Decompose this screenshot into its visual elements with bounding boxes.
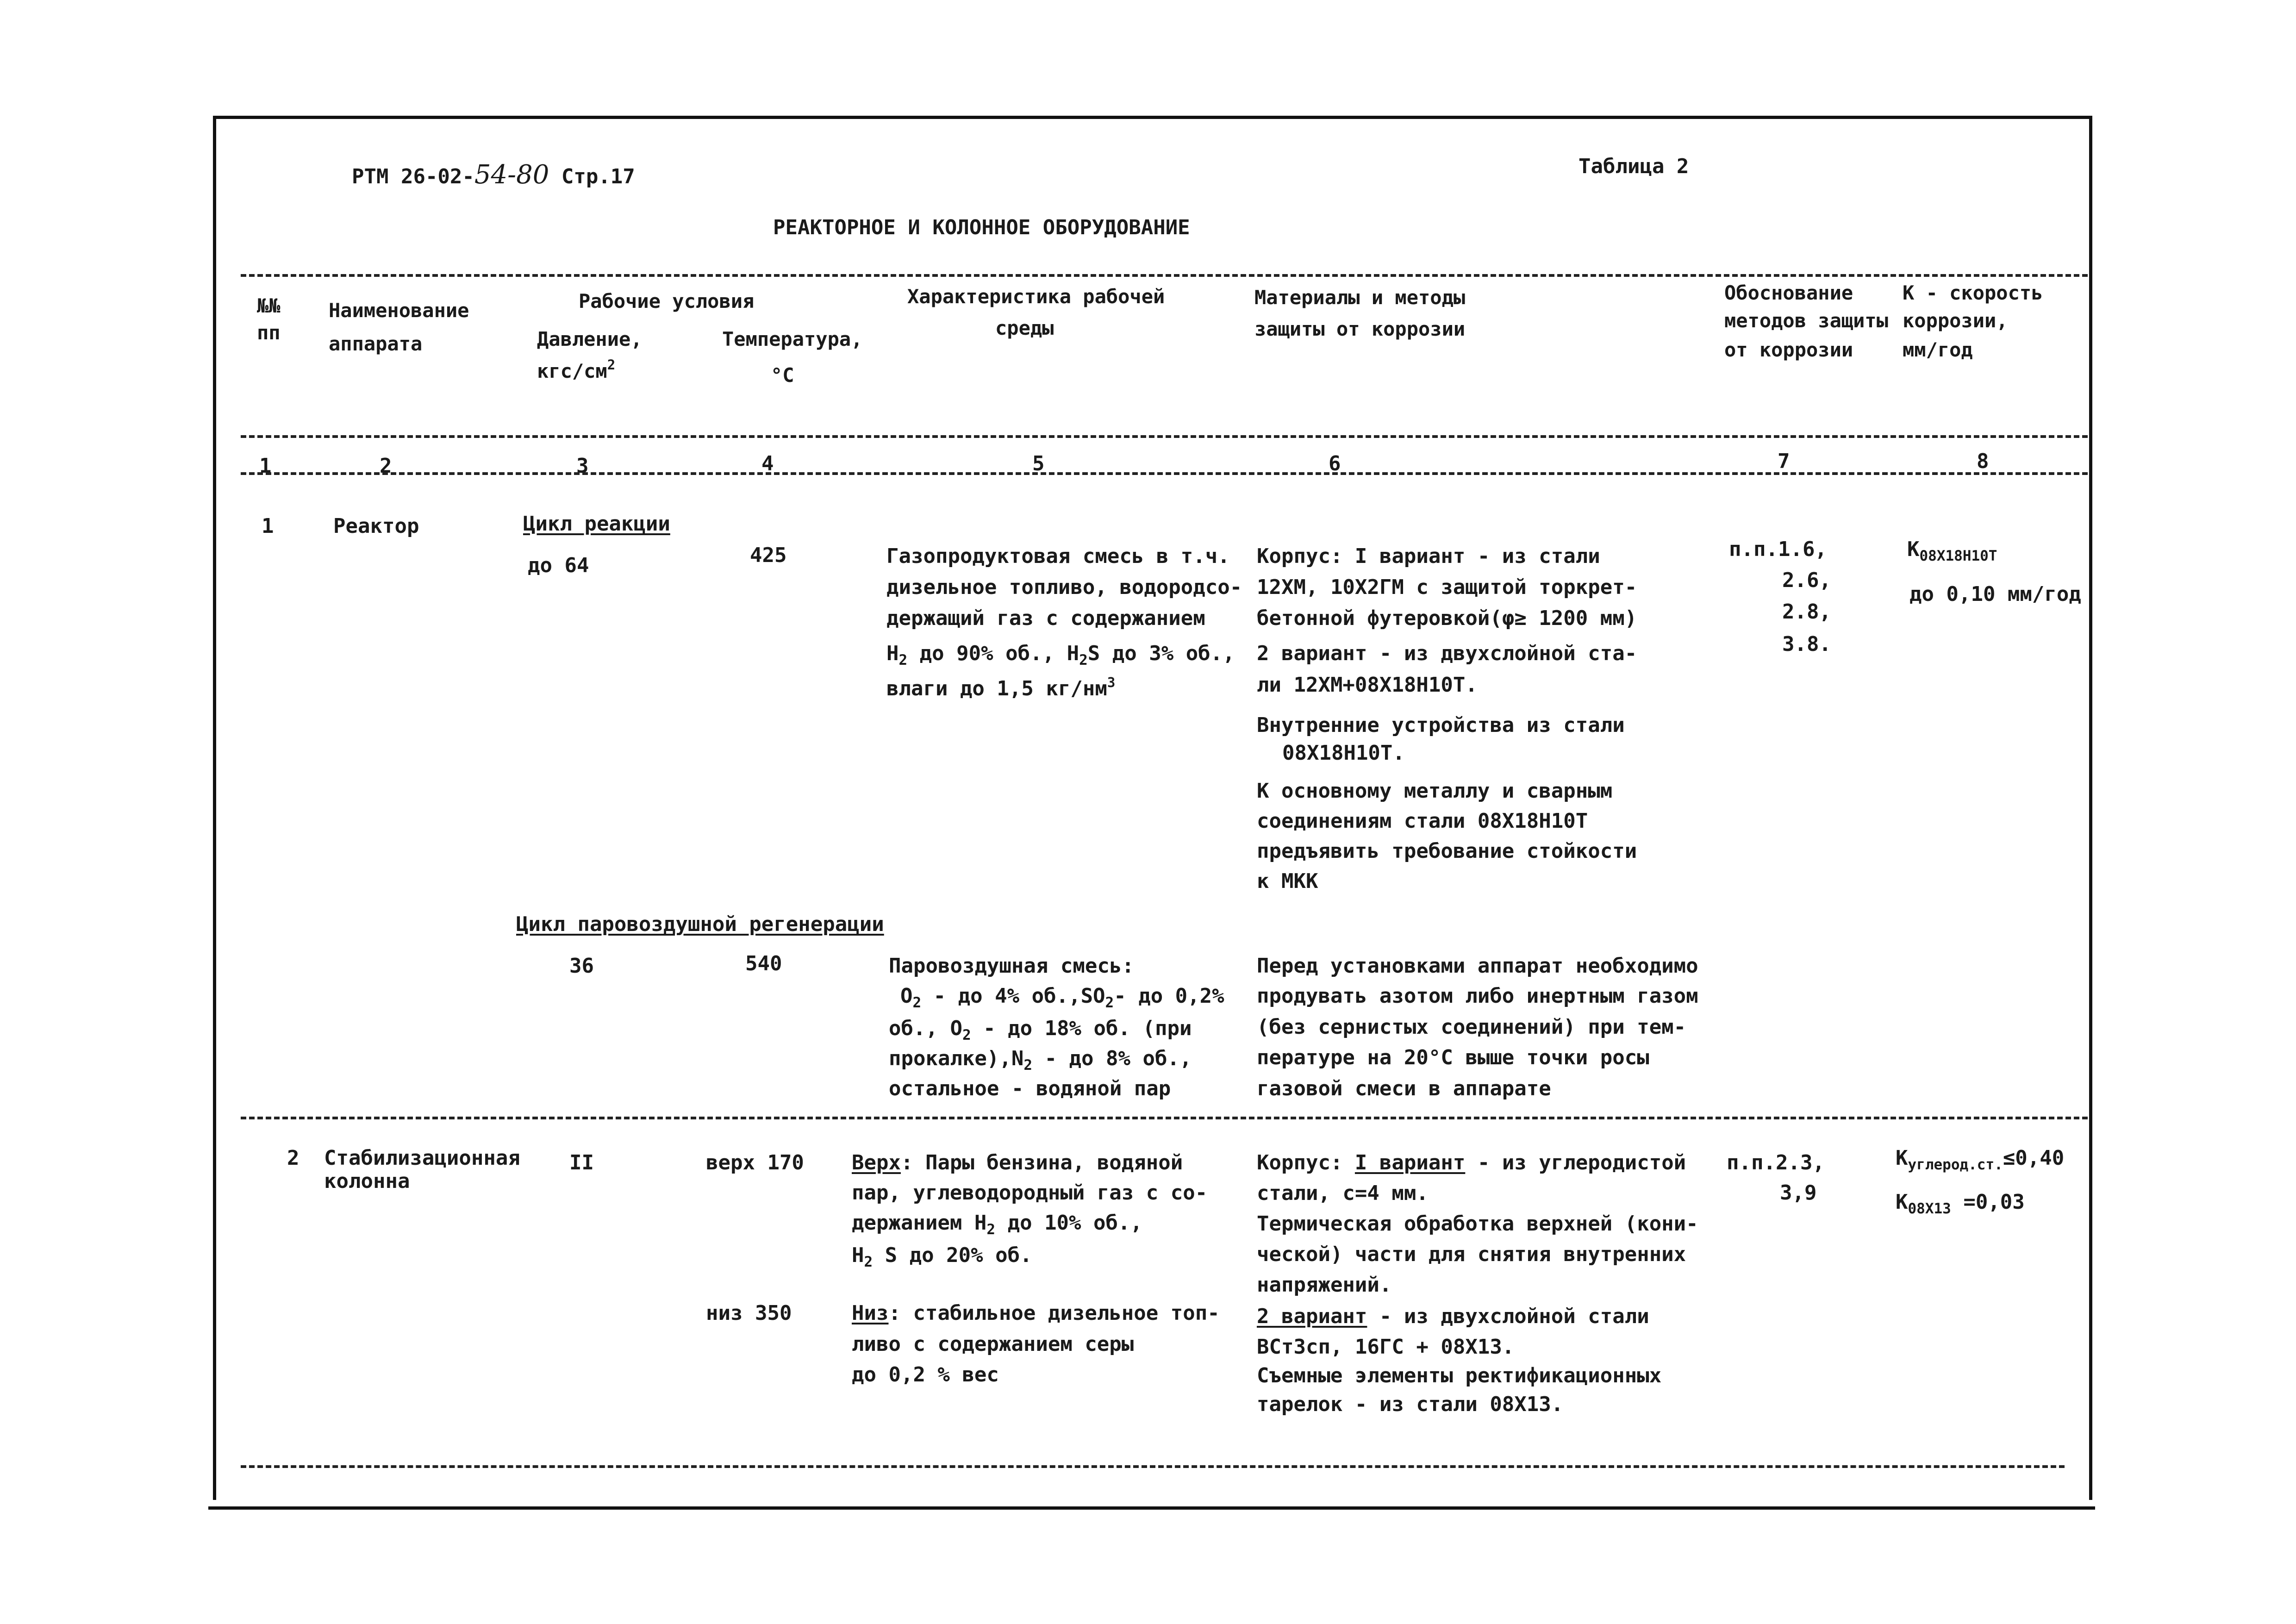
col-number-1: 1 bbox=[259, 454, 272, 478]
row1-temp2: 540 bbox=[745, 952, 782, 975]
row2-materials-line6: 2 вариант - из двухслойной стали bbox=[1257, 1305, 1649, 1328]
row2-medium-bottom-line1: Низ: стабильное дизельное топ- bbox=[852, 1301, 1220, 1325]
row2-materials-line7: ВСт3сп, 16ГС + 08Х13. bbox=[1257, 1335, 1515, 1359]
row2-medium-top-line1: Верх: Пары бензина, водяной bbox=[852, 1151, 1183, 1174]
col-just-header-1: Обоснование bbox=[1724, 281, 1853, 304]
row1-materials2-line3: (без сернистых соединений) при тем- bbox=[1257, 1015, 1686, 1039]
row1-rate-value: до 0,10 мм/год bbox=[1909, 582, 2081, 606]
row2-medium-top-line3: держанием $Н_2$ до 10% об., bbox=[852, 1211, 1142, 1238]
row1-pressure1: до 64 bbox=[528, 554, 589, 577]
col-num-header-1: №№ bbox=[257, 294, 281, 317]
col-number-3: 3 bbox=[576, 454, 589, 478]
row2-pressure: II bbox=[569, 1151, 594, 1174]
col-name-header-2: аппарата bbox=[329, 332, 423, 355]
row1-rate: $К_{08Х18Н10Т}$ bbox=[1907, 537, 1997, 564]
col-pressure-header-2: кгс/$см^2$ bbox=[537, 357, 616, 382]
row2-just-line1: п.п.2.3, bbox=[1727, 1151, 1825, 1174]
row1-materials-line3: бетонной футеровкой(φ≥ 1200 мм) bbox=[1257, 606, 1637, 630]
row1-materials-line8: К основному металлу и сварным bbox=[1257, 779, 1613, 803]
row2-medium-top-line4: $Н_2$ S до 20% об. bbox=[852, 1243, 1032, 1270]
row1-pressure2: 36 bbox=[569, 954, 594, 978]
row1-medium2-line1: Паровоздушная смесь: bbox=[889, 954, 1134, 978]
row2-materials-line9: тарелок - из стали 08Х13. bbox=[1257, 1393, 1564, 1416]
col-materials-header-2: защиты от коррозии bbox=[1254, 318, 1466, 340]
row2-name-1: Стабилизационная bbox=[324, 1146, 520, 1170]
row2-materials-line5: напряжений. bbox=[1257, 1273, 1392, 1297]
row1-materials2-line4: пературе на 20°С выше точки росы bbox=[1257, 1046, 1649, 1069]
row1-medium1-line2: дизельное топливо, водородсо- bbox=[886, 575, 1242, 599]
row1-num: 1 bbox=[262, 514, 274, 538]
row1-materials-line2: 12ХМ, 10Х2ГМ с защитой торкрет- bbox=[1257, 575, 1637, 599]
row2-materials-line4: ческой) части для снятия внутренних bbox=[1257, 1243, 1686, 1266]
col-name-header-1: Наименование bbox=[329, 299, 469, 322]
row1-cycle-reaction: Цикл реакции bbox=[523, 512, 670, 536]
rule-numbers-bottom bbox=[241, 472, 2088, 475]
row1-just-line1: п.п.1.6, bbox=[1729, 537, 1827, 561]
row1-just-line4: 3.8. bbox=[1782, 632, 1831, 656]
row1-medium1-line4: $Н_2$ до 90% об., $Н_2S$ до 3% об., bbox=[886, 642, 1235, 668]
rule-table-bottom bbox=[241, 1465, 2065, 1468]
row2-materials-line2: стали, c=4 мм. bbox=[1257, 1181, 1429, 1205]
col-medium-header-2: среды bbox=[995, 317, 1054, 339]
row2-medium-top-line2: пар, углеводородный газ с со- bbox=[852, 1181, 1208, 1205]
rule-top bbox=[241, 274, 2088, 277]
row1-medium2-line4: $прокалке),N_2$ - до 8% об., bbox=[889, 1047, 1192, 1074]
row2-temp-top: верх 170 bbox=[706, 1151, 804, 1174]
row2-name-2: колонна bbox=[324, 1169, 410, 1193]
row1-medium1-line1: Газопродуктовая смесь в т.ч. bbox=[886, 544, 1230, 568]
row2-materials-line3: Термическая обработка верхней (кони- bbox=[1257, 1212, 1698, 1236]
row1-materials2-line5: газовой смеси в аппарате bbox=[1257, 1077, 1551, 1100]
row2-just-line2: 3,9 bbox=[1780, 1181, 1817, 1205]
row1-medium1-line5: влаги до 1,5 $кг/нм^3$ bbox=[886, 675, 1116, 700]
row2-medium-bottom-line2: ливо с содержанием серы bbox=[852, 1332, 1134, 1356]
row1-medium2-line3: об., $O_2$ - до 18% об. (при bbox=[889, 1017, 1192, 1043]
row1-medium2-line5: остальное - водяной пар bbox=[889, 1077, 1171, 1100]
page-title: РЕАКТОРНОЕ И КОЛОННОЕ ОБОРУДОВАНИЕ bbox=[773, 216, 1190, 239]
col-rate-header-3: мм/год bbox=[1903, 338, 1973, 361]
col-just-header-3: от коррозии bbox=[1724, 338, 1853, 361]
rule-row1-bottom bbox=[241, 1117, 2088, 1119]
row2-materials-line1: Корпус: I вариант - из углеродистой bbox=[1257, 1151, 1686, 1174]
col-medium-header-1: Характеристика рабочей bbox=[907, 285, 1165, 308]
row1-temp1: 425 bbox=[750, 543, 787, 567]
col-pressure-header-1: Давление, bbox=[537, 328, 643, 350]
row1-materials-line11: к МКК bbox=[1257, 869, 1318, 893]
rule-header-bottom bbox=[241, 435, 2088, 438]
row1-materials-line5: ли 12ХМ+08Х18Н10Т. bbox=[1257, 673, 1478, 697]
row1-materials-line4: 2 вариант - из двухслойной ста- bbox=[1257, 642, 1637, 665]
row1-name: Реактор bbox=[333, 514, 419, 538]
row1-materials-line6: Внутренние устройства из стали bbox=[1257, 713, 1625, 737]
col-number-7: 7 bbox=[1778, 450, 1790, 473]
row1-materials-line7: 08Х18Н10Т. bbox=[1282, 741, 1405, 765]
col-temp-unit: °C bbox=[771, 364, 794, 387]
col-number-6: 6 bbox=[1329, 452, 1341, 475]
row1-materials2-line2: продувать азотом либо инертным газом bbox=[1257, 984, 1698, 1008]
row1-just-line3: 2.8, bbox=[1782, 600, 1831, 624]
row1-materials2-line1: Перед установками аппарат необходимо bbox=[1257, 954, 1698, 978]
col-number-4: 4 bbox=[761, 452, 774, 475]
table-label: Таблица 2 bbox=[1578, 155, 1689, 178]
row1-materials-line10: предъявить требование стойкости bbox=[1257, 839, 1637, 863]
col-number-2: 2 bbox=[380, 454, 392, 478]
row2-num: 2 bbox=[287, 1146, 299, 1170]
col-rate-header-2: коррозии, bbox=[1903, 309, 2008, 332]
row1-just-line2: 2.6, bbox=[1782, 568, 1831, 592]
row1-materials-line1: Корпус: I вариант - из стали bbox=[1257, 544, 1600, 568]
row1-medium1-line3: держащий газ с содержанием bbox=[886, 606, 1205, 630]
row2-medium-bottom-line3: до 0,2 % вес bbox=[852, 1363, 999, 1387]
row1-cycle-regeneration: Цикл паровоздушной регенерации bbox=[516, 912, 884, 936]
col-materials-header-1: Материалы и методы bbox=[1254, 286, 1466, 309]
row1-medium2-line2: $O_2$ - до 4% $об.,SO_2-$ до 0,2% bbox=[900, 984, 1224, 1011]
col-number-8: 8 bbox=[1977, 450, 1989, 473]
col-working-header: Рабочие условия bbox=[579, 290, 755, 312]
doc-code: РТМ 26-02-54-80 Стр.17 bbox=[352, 160, 635, 190]
row1-materials-line9: соединениям стали 08Х18Н10Т bbox=[1257, 809, 1588, 833]
col-rate-header-1: К - скорость bbox=[1903, 281, 2043, 304]
col-number-5: 5 bbox=[1032, 452, 1045, 475]
row2-temp-bottom: низ 350 bbox=[706, 1301, 792, 1325]
page-frame-bottom bbox=[208, 1506, 2095, 1510]
col-temp-header: Температура, bbox=[722, 328, 863, 350]
col-num-header-2: пп bbox=[257, 321, 281, 344]
row2-rate-carbon: $К_{углерод.ст.}\le 0,40$ bbox=[1896, 1146, 2065, 1173]
row2-materials-line8: Съемные элементы ректификационных bbox=[1257, 1364, 1662, 1387]
col-just-header-2: методов защиты bbox=[1724, 309, 1889, 332]
row2-rate-08x13: $К_{08Х13} =0,03$ bbox=[1896, 1190, 2025, 1217]
